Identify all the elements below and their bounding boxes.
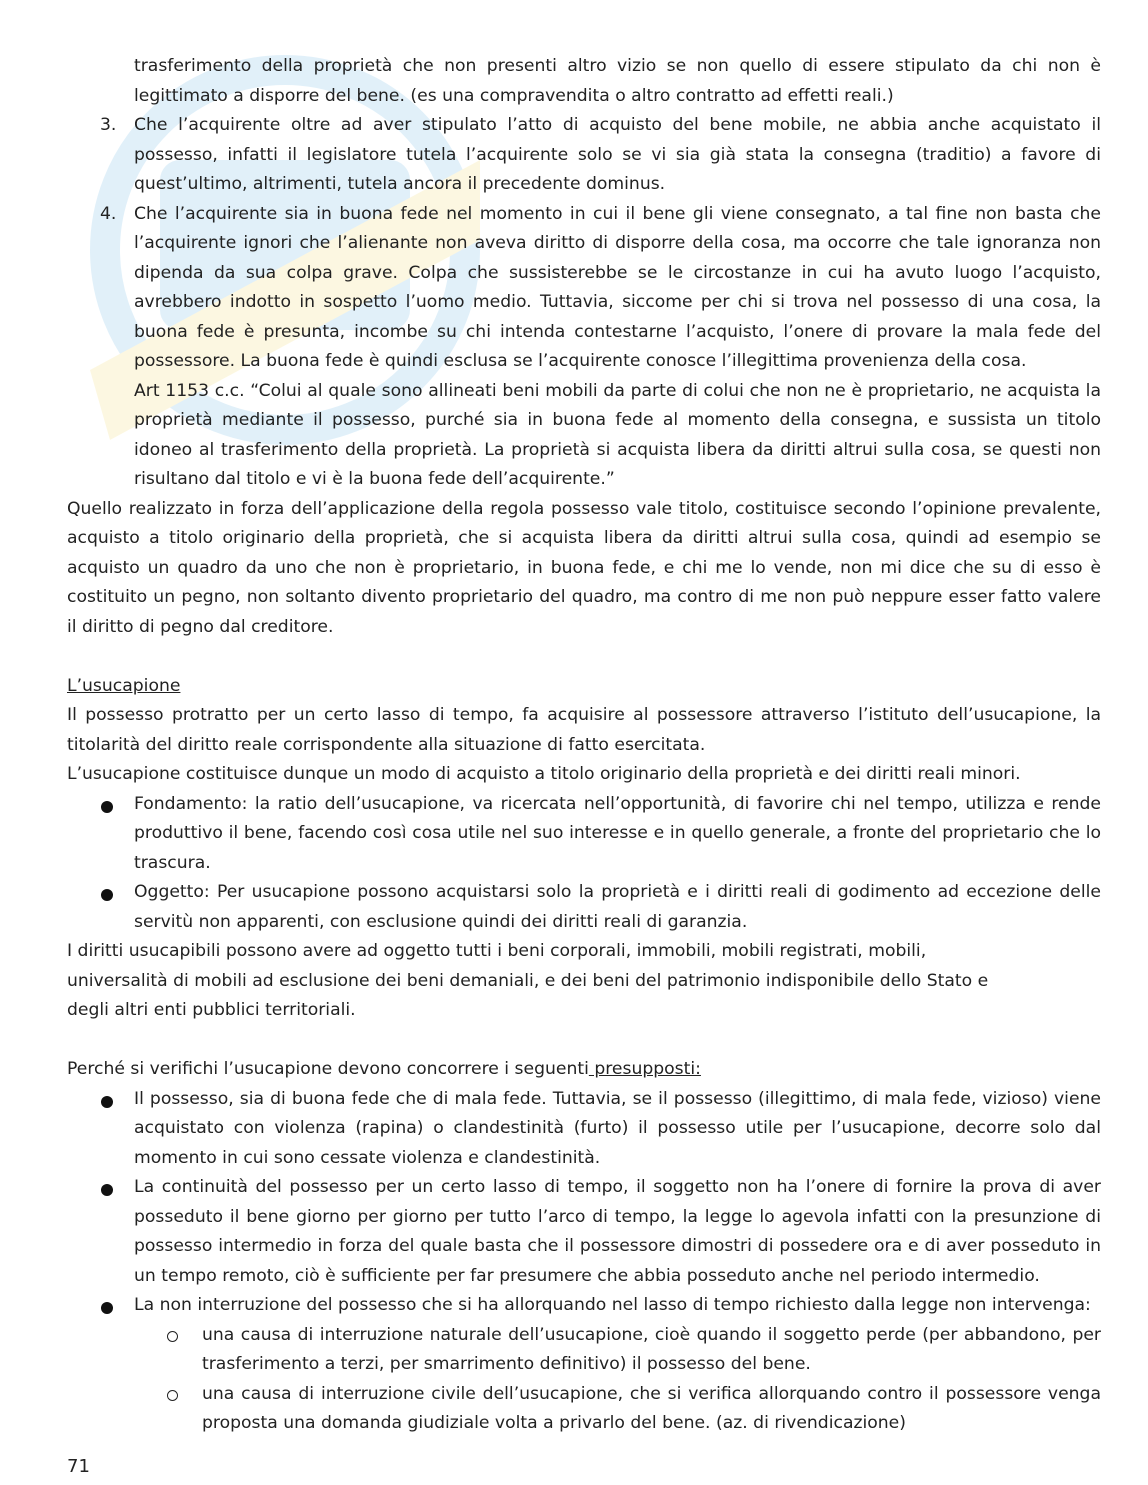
list-item-text: Che l’acquirente sia in buona fede nel momento in cui il bene gli viene consegnato, a tal fine non basta che l’acquirente ignori che l’alienante non aveva diritto di disporre della cosa, ma occorre che tale ignoranza non dipenda da sua colpa grave. Colpa che sussisterebbe se le circostanze in cui ha avuto luogo l’acquisto, avrebbero indotto in sospetto l’uomo medio. Tuttavia, siccome per chi si trova nel possesso di una cosa, la buona fede è presunta, incombe su chi intenda contestarne l’acquisto, l’onere di provare la mala fede del possessore. La buona fede è quindi esclusa se l’acquirente conosce l’illegittima provenienza della cosa. [134, 203, 1101, 371]
list-item [67, 111, 1101, 200]
bullet-dot-icon [101, 1184, 113, 1196]
diritti-line: I diritti usucapibili possono avere ad oggetto tutti i beni corporali, immobili, mobili registrati, mobili, [67, 941, 927, 961]
heading-line [67, 672, 1101, 702]
bullet-dot-icon [101, 889, 113, 901]
hollow-circle-bullet-icon [167, 1390, 178, 1401]
bullet-dot-icon [101, 801, 113, 813]
diritti-line: universalità di mobili ad esclusione dei beni demaniali, e dei beni del patrimonio indisponibile dello Stato e [67, 970, 989, 991]
list-number: 4. [100, 203, 117, 224]
bullet-text: Il possesso, sia di buona fede che di mala fede. Tuttavia, se il possesso (illegittimo, di mala fede, vizioso) viene acquistato con violenza (rapina) o clandestinità (furto) il possesso utile per l’usucapione, decorre solo dal momento in cui sono cessate violenza e clandestinità. [134, 1088, 1101, 1168]
presupposti-intro-line [67, 1055, 1101, 1085]
bullet-text: Fondamento: la ratio dell’usucapione, va ricercata nell’opportunità, di favorire chi nel tempo, utilizza e rende produttivo il bene, facendo così cosa utile nel suo interesse e in quello generale, a fronte del proprietario che lo trascura. [134, 793, 1101, 873]
sub-bullet-text: una causa di interruzione naturale dell’usucapione, cioè quando il soggetto perde (per abbandono, per trasferimento a terzi, per smarrimento definitivo) il possesso del bene. [202, 1324, 1101, 1374]
bullet-item [67, 1085, 1101, 1174]
bullet-dot-icon [101, 1096, 113, 1108]
hollow-circle-bullet-icon [167, 1331, 178, 1342]
spacer [67, 1026, 1101, 1056]
bullet-item [67, 790, 1101, 879]
paragraph-usucapione-1: Il possesso protratto per un certo lasso di tempo, fa acquisire al possessore attraverso l’istituto dell’usucapione, la titolarità del diritto reale corrispondente alla situazione di fatto esercitata. [67, 705, 1101, 755]
sub-bullet-item [67, 1380, 1101, 1439]
bullet-text: Oggetto: Per usucapione possono acquistarsi solo la proprietà e i diritti reali di godimento ad eccezione delle servitù non apparenti, con esclusione quindi dei diritti reali di garanzia. [134, 882, 1101, 932]
paragraph-possesso-vale-titolo: Quello realizzato in forza dell’applicazione della regola possesso vale titolo, costituisce secondo l’opinione prevalente, acquisto a titolo originario della proprietà, che si acquista libera da diritti altrui sulla cosa, quindi ad esempio se acquisto un quadro da uno che non è proprietario, in buona fede, e chi me lo vende, non mi dice che su di esso è costituito un pegno, non soltanto divento proprietario del quadro, ma contro di me non può neppure esser fatto valere il diritto di pegno dal creditore. [67, 498, 1101, 637]
list-item [67, 200, 1101, 377]
bullet-text: La continuità del possesso per un certo lasso di tempo, il soggetto non ha l’onere di fornire la prova di aver posseduto il bene giorno per giorno per tutto l’arco di tempo, la legge lo agevola infatti con la presunzione di possesso intermedio in forza del quale basta che il possessore dimostri di possedere ora e di aver posseduto in un tempo remoto, ciò è sufficiente per far presumere che abbia posseduto anche nel periodo intermedio. [134, 1177, 1101, 1286]
intro-continuation: trasferimento della proprietà che non presenti altro vizio se non quello di essere stipulato da chi non è legittimato a disporre del bene. (es una compravendita o altro contratto ad effetti reali.) [134, 56, 1101, 106]
list-item-text: Che l’acquirente oltre ad aver stipulato l’atto di acquisto del bene mobile, ne abbia anche acquistato il possesso, infatti il legislatore tutela l’acquirente solo se vi sia già stata la consegna (traditio) a favore di quest’ultimo, altrimenti, tutela ancora il precedente dominus. [134, 115, 1101, 194]
bullet-text: La non interruzione del possesso che si ha allorquando nel lasso di tempo richiesto dalla legge non intervenga: [134, 1295, 1091, 1315]
spacer [67, 642, 1101, 672]
bullet-dot-icon [101, 1302, 113, 1314]
presupposti-keyword: presupposti: [588, 1059, 701, 1079]
bullet-item [67, 878, 1101, 937]
section-heading-usucapione: L’usucapione [67, 675, 181, 696]
page-number: 71 [67, 1456, 90, 1477]
sub-bullet-item [67, 1321, 1101, 1380]
sub-bullet-text: una causa di interruzione civile dell’usucapione, che si verifica allorquando contro il possessore venga proposta una domanda giudiziale volta a privarlo del bene. (az. di rivendicazione) [202, 1383, 1101, 1433]
art-1153-quote: Art 1153 c.c. “Colui al quale sono allineati beni mobili da parte di colui che non ne è proprietario, ne acquista la proprietà mediante il possesso, purché sia in buona fede al momento della consegna, e sussista un titolo idoneo al trasferimento della proprietà. La proprietà si acquista libera da diritti altrui sulla cosa, se questi non risultano dal titolo e vi è la buona fede dell’acquirente.” [134, 380, 1101, 489]
list-number: 3. [100, 115, 117, 135]
bullet-item [67, 1173, 1101, 1291]
bullet-item [67, 1291, 1101, 1321]
presupposti-intro-text: Perché si verifichi l’usucapione devono concorrere i seguenti [67, 1059, 589, 1079]
page-content [67, 52, 1101, 1439]
diritti-line: degli altri enti pubblici territoriali. [67, 1000, 356, 1020]
paragraph-usucapione-2: L’usucapione costituisce dunque un modo di acquisto a titolo originario della proprietà e dei diritti reali minori. [67, 764, 1021, 784]
